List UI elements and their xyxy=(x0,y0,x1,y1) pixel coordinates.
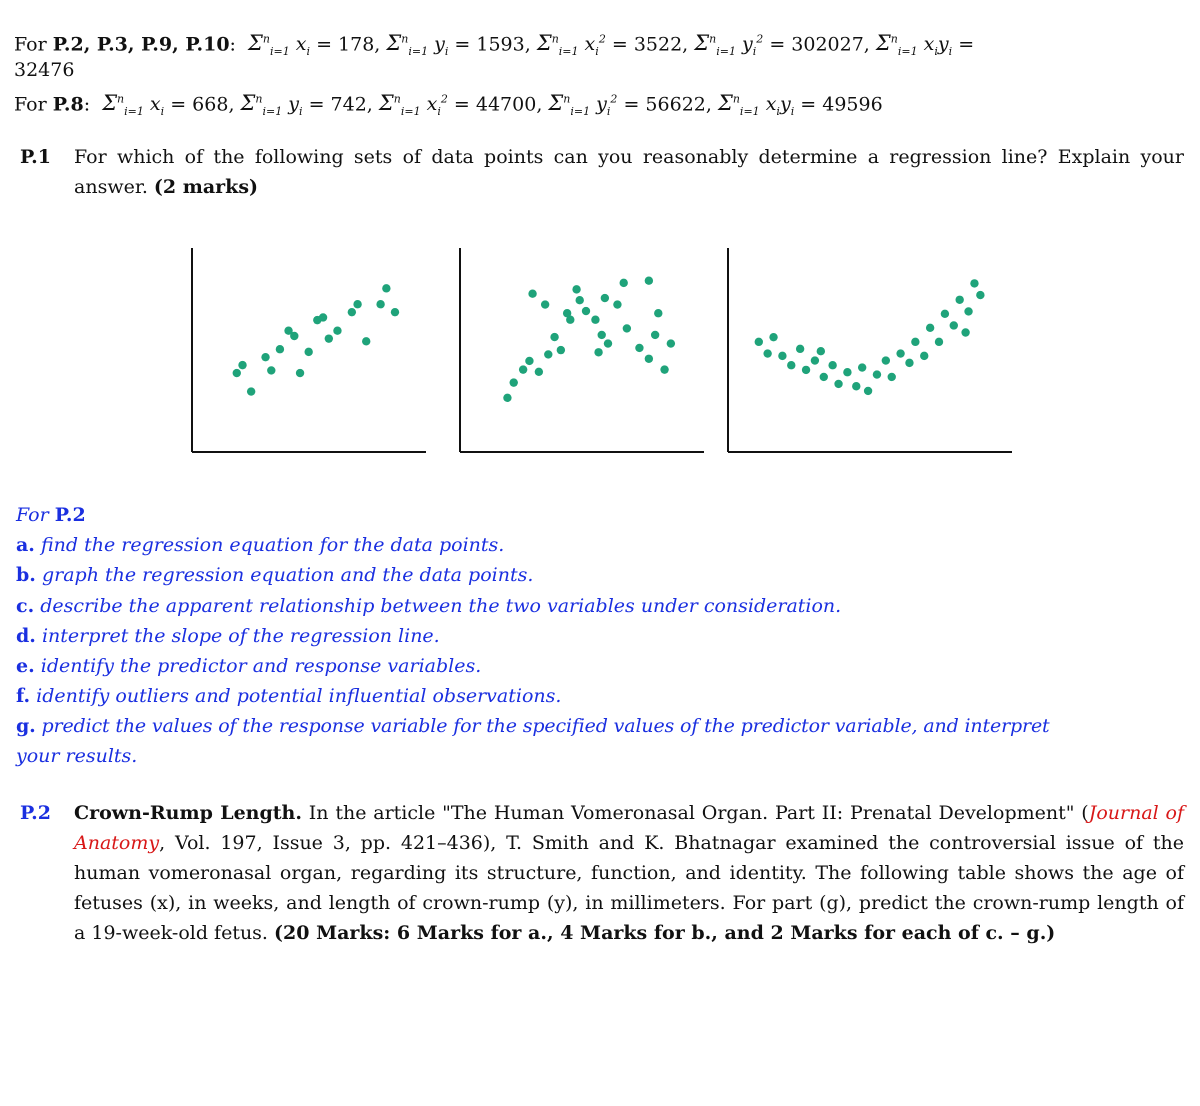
scatter-point xyxy=(325,334,333,342)
scatter-point xyxy=(304,348,312,356)
scatter-point xyxy=(955,296,963,304)
scatter-point xyxy=(362,337,370,345)
scatter-point xyxy=(604,339,612,347)
sums-line-1-cont: 32476 xyxy=(14,59,75,81)
instruction-d: d. interpret the slope of the regression line. xyxy=(16,625,440,647)
scatter-point xyxy=(820,373,828,381)
scatter-point xyxy=(905,359,913,367)
scatter-point xyxy=(645,276,653,284)
scatter-point xyxy=(525,357,533,365)
problem-refs: P.2, P.3, P.9, P.10 xyxy=(52,33,230,56)
scatter-point xyxy=(613,300,621,308)
question-p2: P.2 Crown-Rump Length. In the article "The Human Vomeronasal Organ. Part II: Prenatal Development" (Journal of Anatomy, Vol. 197, Issue 3, pp. 421–436), T. Smith and K. Bhatnagar examined the controversial issue of the human vomeronasal organ, regarding its structure, function, and identity. The following table shows the age of fetuses (x), in weeks, and length of crown-rump (y), in millimeters. For part (g), predict the crown-rump length of a 19-week-old fetus. (20 Marks: 6 Marks for a., 4 Marks for b., and 2 Marks for each of c. – g.) xyxy=(20,798,1184,948)
scatter-point xyxy=(920,352,928,360)
scatter-point xyxy=(970,279,978,287)
scatter-point xyxy=(623,324,631,332)
scatter-point xyxy=(911,338,919,346)
scatter-point xyxy=(834,380,842,388)
scatter-point xyxy=(591,316,599,324)
scatter-point xyxy=(598,331,606,339)
sums-line-1: For P.2, P.3, P.9, P.10: $\Sigma^n_{i=1}$ $x_i = 178$, $\Sigma^n_{i=1}$ $y_i = 1593$, $\Sigma^n_{i=1}$ $x_i^2 = 3522$, $\Sigma^n_{i=1}$ $y_i^2 = 302027$, $\Sigma^n_{i=1}$ $x_iy_i$ = xyxy=(14,31,975,59)
scatter-point xyxy=(572,285,580,293)
plot-1-points xyxy=(233,284,400,396)
scatter-plot-2 xyxy=(458,236,708,456)
scatter-point xyxy=(391,308,399,316)
scatter-point xyxy=(261,353,269,361)
scatter-point xyxy=(535,368,543,376)
scatter-point xyxy=(660,365,668,373)
scatter-point xyxy=(576,296,584,304)
scatter-point xyxy=(645,355,653,363)
sum-y: $\Sigma^n_{i=1}$ $y_i$ xyxy=(386,31,449,59)
scatter-point xyxy=(635,344,643,352)
question-p1 xyxy=(20,142,1184,202)
scatter-point xyxy=(864,387,872,395)
scatter-point xyxy=(376,300,384,308)
scatter-point xyxy=(755,338,763,346)
scatter-point xyxy=(778,352,786,360)
scatter-point xyxy=(348,308,356,316)
instructions-title: For P.2 xyxy=(16,504,86,526)
sum-x: $\Sigma^n_{i=1}$ $x_i$ xyxy=(248,31,311,59)
scatter-point xyxy=(950,321,958,329)
scatter-point xyxy=(667,339,675,347)
sums-line-2: For P.8: $\Sigma^n_{i=1}$ $x_i = 668$, $\Sigma^n_{i=1}$ $y_i = 742$, $\Sigma^n_{i=1}$ $x_i^2 = 44700$, $\Sigma^n_{i=1}$ $y_i^2 = 56622$, $\Sigma^n_{i=1}$ $x_iy_i = 49596$ xyxy=(14,91,883,119)
scatter-point xyxy=(852,382,860,390)
sum-y2: $\Sigma^n_{i=1}$ $y_i^2$ xyxy=(694,31,764,59)
instruction-f: f. identify outliers and potential influential observations. xyxy=(16,685,562,707)
scatter-point xyxy=(233,369,241,377)
scatter-point xyxy=(843,368,851,376)
instruction-c: c. describe the apparent relationship between the two variables under consideration. xyxy=(16,595,842,617)
instruction-g: g. predict the values of the response variable for the specified values of the predictor variable, and interpret xyxy=(16,715,1050,737)
scatter-point xyxy=(594,348,602,356)
scatter-point xyxy=(817,347,825,355)
scatter-point xyxy=(563,309,571,317)
scatter-point xyxy=(882,356,890,364)
scatter-point xyxy=(654,309,662,317)
scatter-point xyxy=(557,346,565,354)
scatter-point xyxy=(276,345,284,353)
plot-3-points xyxy=(755,279,985,395)
scatter-point xyxy=(503,394,511,402)
scatter-point xyxy=(888,373,896,381)
scatter-point xyxy=(935,338,943,346)
marks: (20 Marks: 6 Marks for a., 4 Marks for b., and 2 Marks for each of c. – g.) xyxy=(274,922,1056,944)
scatter-point xyxy=(238,361,246,369)
journal-name: Journal of Anatomy xyxy=(74,802,1184,854)
scatter-point xyxy=(941,310,949,318)
scatter-plots xyxy=(0,236,1200,456)
instruction-g-cont: your results. xyxy=(16,745,138,767)
scatter-point xyxy=(763,349,771,357)
scatter-point xyxy=(896,349,904,357)
question-text: For which of the following sets of data points can you reasonably determine a regression line? Explain your answer. xyxy=(74,146,1184,198)
scatter-point xyxy=(353,300,361,308)
scatter-point xyxy=(550,333,558,341)
scatter-point xyxy=(528,290,536,298)
sum-xy: $\Sigma^n_{i=1}$ $x_iy_i$ xyxy=(875,31,953,59)
scatter-point xyxy=(313,316,321,324)
scatter-point xyxy=(811,356,819,364)
scatter-plot-1 xyxy=(190,236,430,456)
scatter-point xyxy=(961,328,969,336)
scatter-point xyxy=(333,327,341,335)
marks: (2 marks) xyxy=(153,176,259,198)
scatter-point xyxy=(858,363,866,371)
scatter-point xyxy=(964,307,972,315)
scatter-point xyxy=(873,370,881,378)
scatter-point xyxy=(828,361,836,369)
scatter-point xyxy=(796,345,804,353)
scatter-point xyxy=(382,284,390,292)
instruction-b: b. graph the regression equation and the data points. xyxy=(16,564,534,586)
scatter-point xyxy=(769,333,777,341)
scatter-point xyxy=(247,387,255,395)
instruction-a: a. find the regression equation for the data points. xyxy=(16,534,505,556)
plot-2-points xyxy=(503,276,675,402)
scatter-point xyxy=(802,366,810,374)
sum-x2: $\Sigma^n_{i=1}$ $x_i^2$ xyxy=(536,31,606,59)
scatter-point xyxy=(296,369,304,377)
question-title: Crown-Rump Length. xyxy=(74,802,302,824)
scatter-point xyxy=(620,279,628,287)
scatter-point xyxy=(926,324,934,332)
scatter-point xyxy=(267,366,275,374)
instruction-e: e. identify the predictor and response variables. xyxy=(16,655,482,677)
scatter-point xyxy=(510,378,518,386)
scatter-point xyxy=(651,331,659,339)
scatter-plot-3 xyxy=(726,236,1016,456)
scatter-point xyxy=(582,307,590,315)
scatter-point xyxy=(544,350,552,358)
scatter-point xyxy=(976,291,984,299)
scatter-point xyxy=(519,365,527,373)
scatter-point xyxy=(541,300,549,308)
scatter-point xyxy=(787,361,795,369)
scatter-point xyxy=(284,327,292,335)
question-number: P.2 xyxy=(20,802,51,824)
scatter-point xyxy=(601,294,609,302)
question-number: P.1 xyxy=(20,146,51,168)
